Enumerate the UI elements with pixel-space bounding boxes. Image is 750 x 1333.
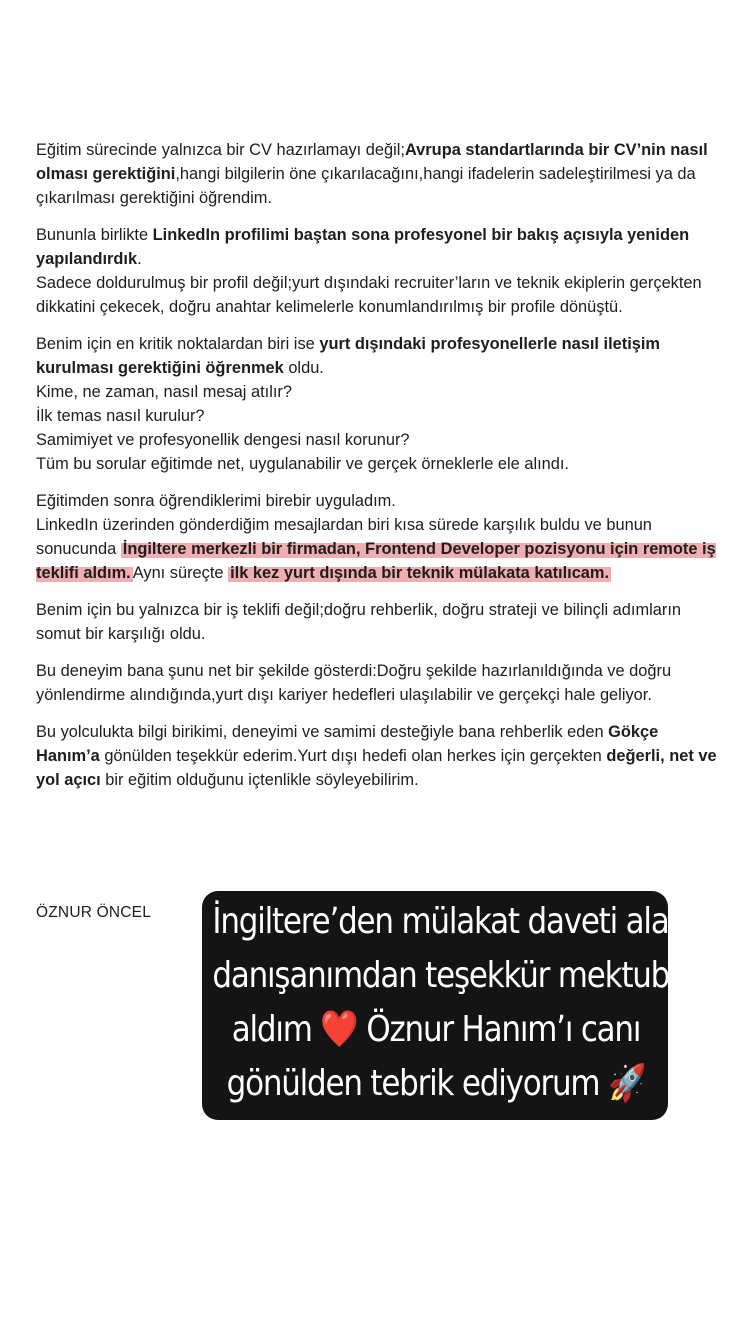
p2-bold: LinkedIn profilimi baştan sona profesyonel bir bakış açısıyla yeniden yapılandırdık	[36, 226, 690, 268]
letter-paragraph-meaning	[36, 598, 726, 646]
job-offer-highlight: İngiltere merkezli bir firmadan, Frontend Developer pozisyonu için remote iş teklifi aldım.	[36, 540, 716, 582]
p4-text-a: LinkedIn üzerinden gönderdiğim mesajlardan biri kısa sürede karşılık buldu ve bunun sonucunda	[36, 516, 652, 558]
p1-text-a: Eğitim sürecinde yalnızca bir CV hazırlamayı değil;	[36, 141, 405, 159]
p7-bold-qualities: değerli, net ve yol açıcı	[36, 747, 717, 789]
p3-question-1: Kime, ne zaman, nasıl mesaj atılır?	[36, 383, 292, 401]
story-caption	[212, 895, 688, 1111]
p7-text-a: Bu yolculukta bilgi birikimi, deneyimi ve samimi desteğiyle bana rehberlik eden	[36, 723, 609, 741]
heart-icon: ❤️	[320, 1009, 358, 1050]
p5-text: Benim için bu yalnızca bir iş teklifi değil;doğru rehberlik, doğru strateji ve bilinçli adımların somut bir karşılığı oldu.	[36, 601, 681, 643]
caption-line-4	[212, 1057, 659, 1111]
caption-line-4a: gönülden tebrik ediyorum	[226, 1063, 608, 1104]
caption-line-1: İngiltere’den mülakat daveti alan	[212, 901, 688, 942]
p3-question-3: Samimiyet ve profesyonellik dengesi nasıl korunur?	[36, 431, 410, 449]
letter-paragraph-lesson	[36, 659, 726, 707]
letter-signature: ÖZNUR ÖNCEL	[36, 904, 152, 921]
p2-text-c: .	[137, 250, 142, 268]
p3-bold: yurt dışındaki profesyonellerle nasıl iletişim kurulması gerektiğini öğrenmek	[36, 335, 661, 377]
p7-bold-name: Gökçe Hanım’a	[36, 723, 659, 765]
letter-paragraph-cv	[36, 138, 726, 210]
p3-question-2: İlk temas nasıl kurulur?	[36, 407, 205, 425]
thank-you-letter	[36, 138, 726, 805]
letter-paragraph-result	[36, 489, 726, 585]
p3-text-c: oldu.	[283, 359, 324, 377]
p2-text-d: Sadece doldurulmuş bir profil değil;yurt dışındaki recruiter’ların ve teknik ekiplerin gerçekten dikkatini çekecek, doğru anahtar kelimelerle konumlandırılmış bir profile dönüştü.	[36, 274, 702, 316]
p4-text-c: Aynı süreçte	[132, 564, 229, 582]
p7-text-c: gönülden teşekkür ederim.Yurt dışı hedefi olan herkes için gerçekten	[99, 747, 607, 765]
caption-line-3a: aldım	[231, 1009, 321, 1050]
interview-highlight: ilk kez yurt dışında bir teknik mülakata katılıcam.	[230, 564, 610, 582]
p3-text-a: Benim için en kritik noktalardan biri ise	[36, 335, 320, 353]
rocket-icon: 🚀	[608, 1063, 646, 1104]
p3-summary: Tüm bu sorular eğitimde net, uygulanabilir ve gerçek örneklerle ele alındı.	[36, 455, 569, 473]
p1-text-c: ,hangi bilgilerin öne çıkarılacağını,hangi ifadelerin sadeleştirilmesi ya da çıkarılması gerektiğini öğrendim.	[36, 165, 696, 207]
letter-paragraph-thanks	[36, 720, 726, 792]
p7-text-e: bir eğitim olduğunu içtenlikle söyleyebilirim.	[100, 771, 419, 789]
letter-paragraph-networking	[36, 332, 726, 476]
p6-text: Bu deneyim bana şunu net bir şekilde gösterdi:Doğru şekilde hazırlanıldığında ve doğru yönlendirme alındığında,yurt dışı kariyer hedefleri ulaşılabilir ve gerçekçi hale geliyor.	[36, 662, 672, 704]
caption-line-2: danışanımdan teşekkür mektubu	[212, 955, 688, 996]
caption-line-3b: Öznur Hanım’ı canı	[357, 1009, 641, 1050]
letter-paragraph-linkedin	[36, 223, 726, 319]
p1-bold: Avrupa standartlarında bir CV’nin nasıl olması gerektiğini	[36, 141, 708, 183]
p4-text-l1: Eğitimden sonra öğrendiklerimi birebir uyguladım.	[36, 492, 396, 510]
p2-text-a: Bununla birlikte	[36, 226, 153, 244]
caption-line-3	[212, 1003, 659, 1057]
